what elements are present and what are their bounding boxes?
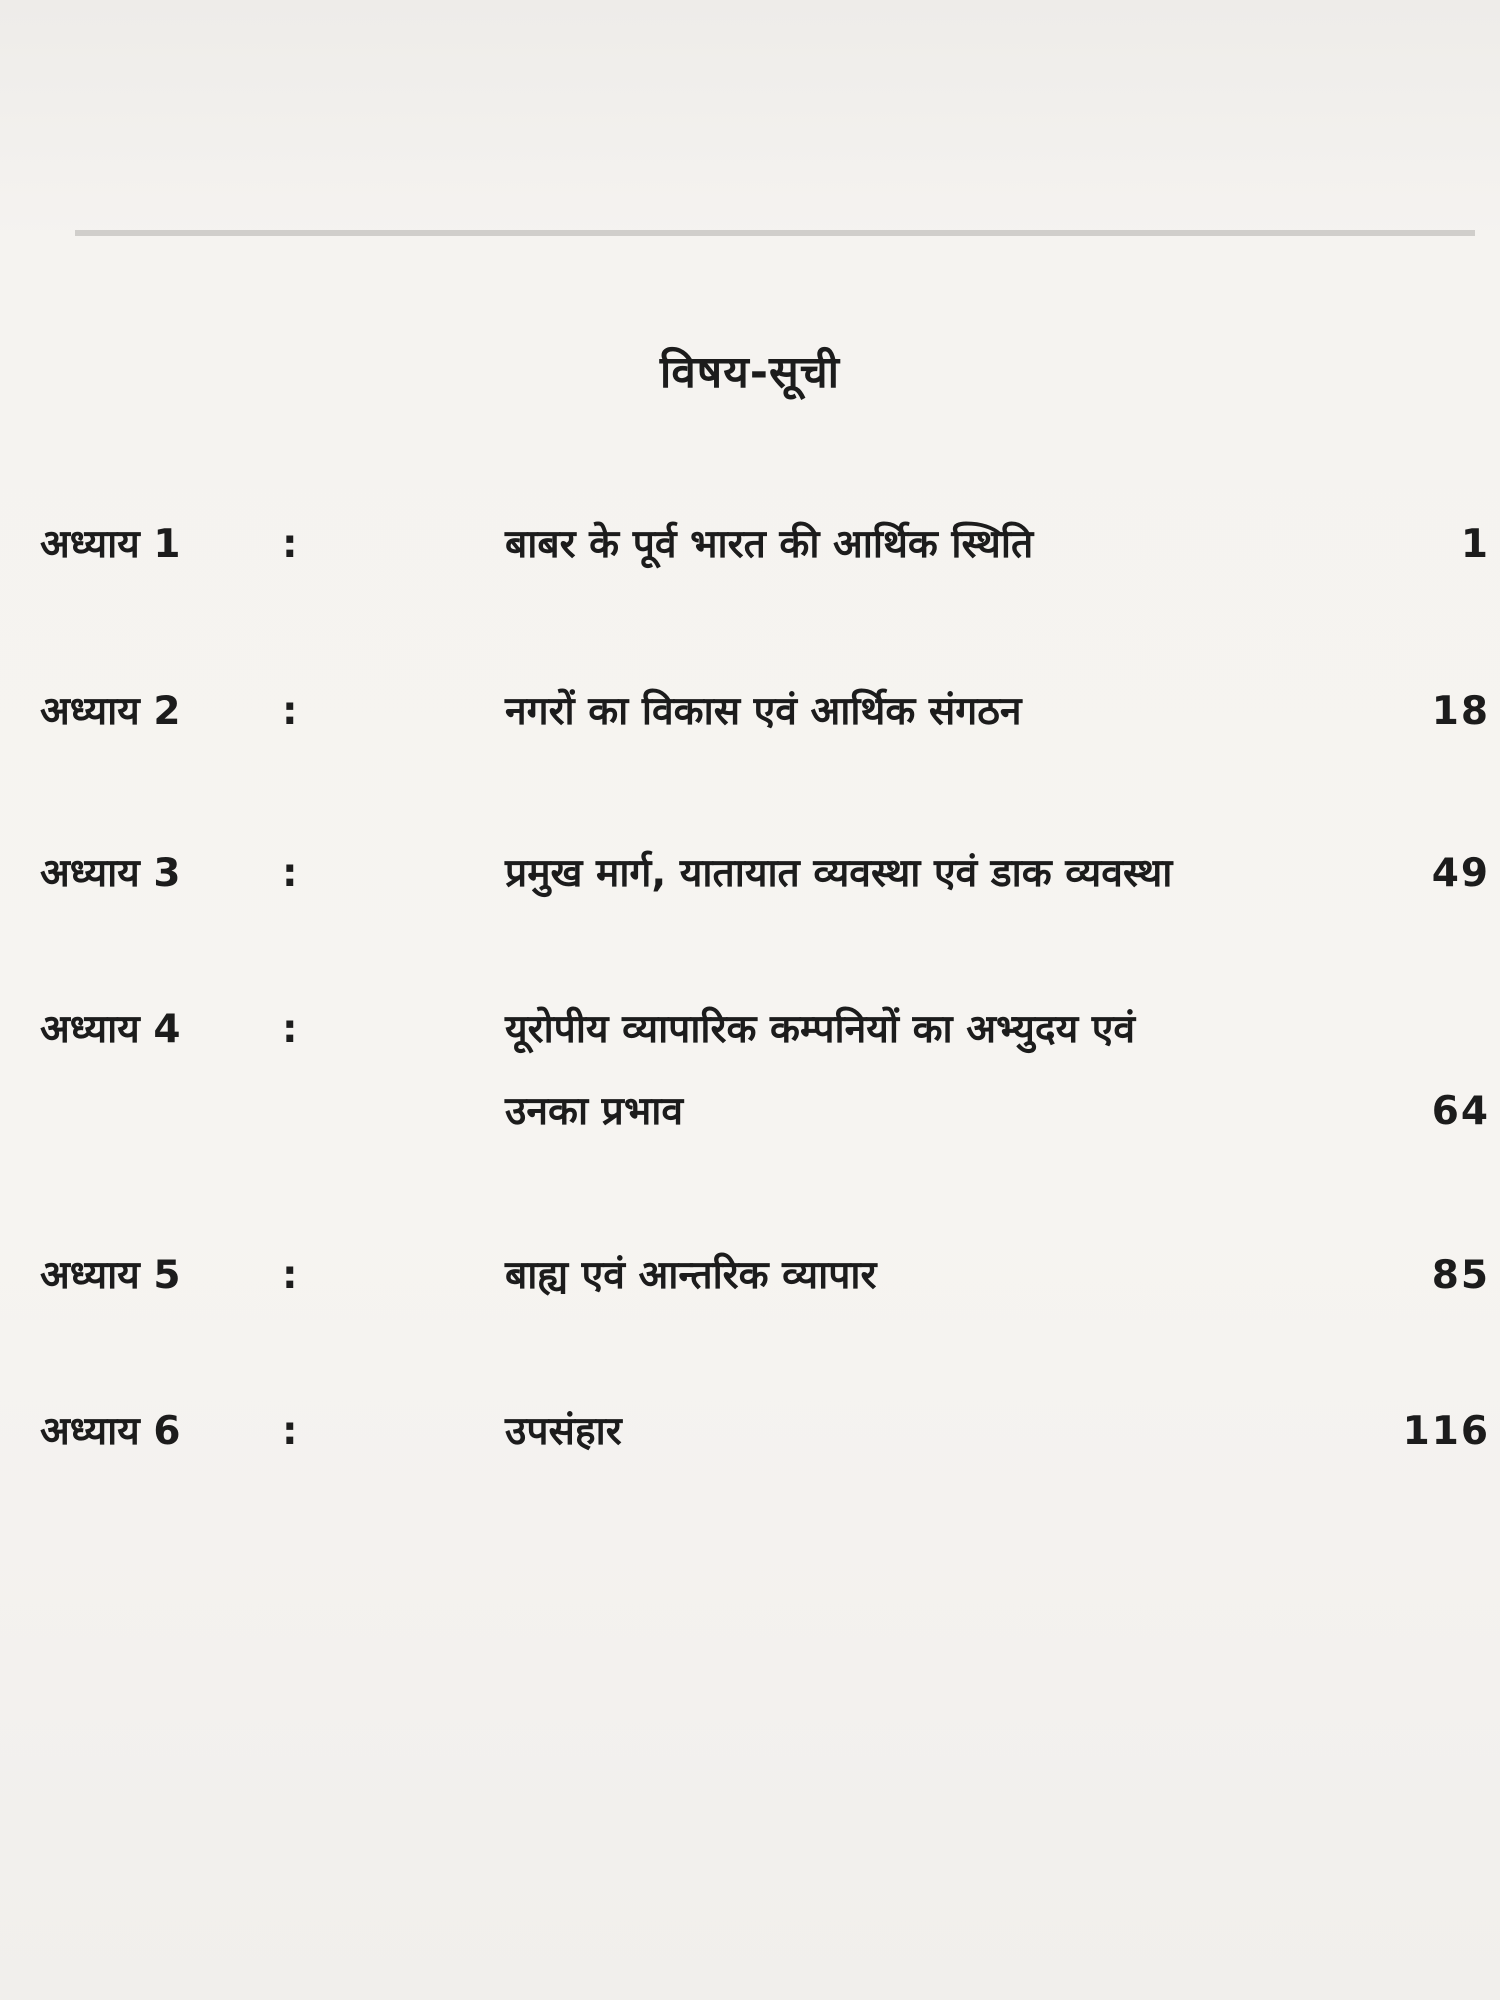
page-number: 116 xyxy=(1402,1409,1490,1454)
separator: : xyxy=(282,851,298,896)
chapter-label: अध्याय 5 xyxy=(40,1253,181,1298)
chapter-title-line: नगरों का विकास एवं आर्थिक संगठन xyxy=(505,689,1022,734)
chapter-title xyxy=(505,1249,1355,1331)
chapter-label: अध्याय 6 xyxy=(40,1409,181,1454)
separator: : xyxy=(282,1007,298,1052)
top-divider xyxy=(75,230,1475,236)
page-number: 85 xyxy=(1431,1253,1490,1298)
page-number: 1 xyxy=(1460,522,1490,567)
chapter-title xyxy=(505,847,1355,929)
page-number: 18 xyxy=(1431,689,1490,734)
page-number: 49 xyxy=(1431,851,1490,896)
chapter-label: अध्याय 3 xyxy=(40,851,181,896)
chapter-title-line: उपसंहार xyxy=(505,1409,622,1454)
page-title: विषय-सूची xyxy=(659,347,841,398)
chapter-title-line: यूरोपीय व्यापारिक कम्पनियों का अभ्युदय एवं xyxy=(505,1007,1136,1052)
chapter-title-line: बाबर के पूर्व भारत की आर्थिक स्थिति xyxy=(505,522,1034,567)
chapter-title xyxy=(505,1003,1355,1167)
chapter-title-line: उनका प्रभाव xyxy=(505,1089,684,1134)
separator: : xyxy=(282,1253,298,1298)
chapter-label: अध्याय 4 xyxy=(40,1007,181,1052)
page-number: 64 xyxy=(1431,1089,1490,1134)
chapter-label: अध्याय 1 xyxy=(40,522,181,567)
separator: : xyxy=(282,522,298,567)
chapter-label: अध्याय 2 xyxy=(40,689,181,734)
chapter-title-line: प्रमुख मार्ग, यातायात व्यवस्था एवं डाक व्यवस्था xyxy=(505,851,1173,896)
chapter-title xyxy=(505,1405,1355,1487)
separator: : xyxy=(282,689,298,734)
chapter-title xyxy=(505,685,1355,767)
chapter-title-line: बाह्य एवं आन्तरिक व्यापार xyxy=(505,1253,877,1298)
separator: : xyxy=(282,1409,298,1454)
chapter-title xyxy=(505,518,1355,600)
